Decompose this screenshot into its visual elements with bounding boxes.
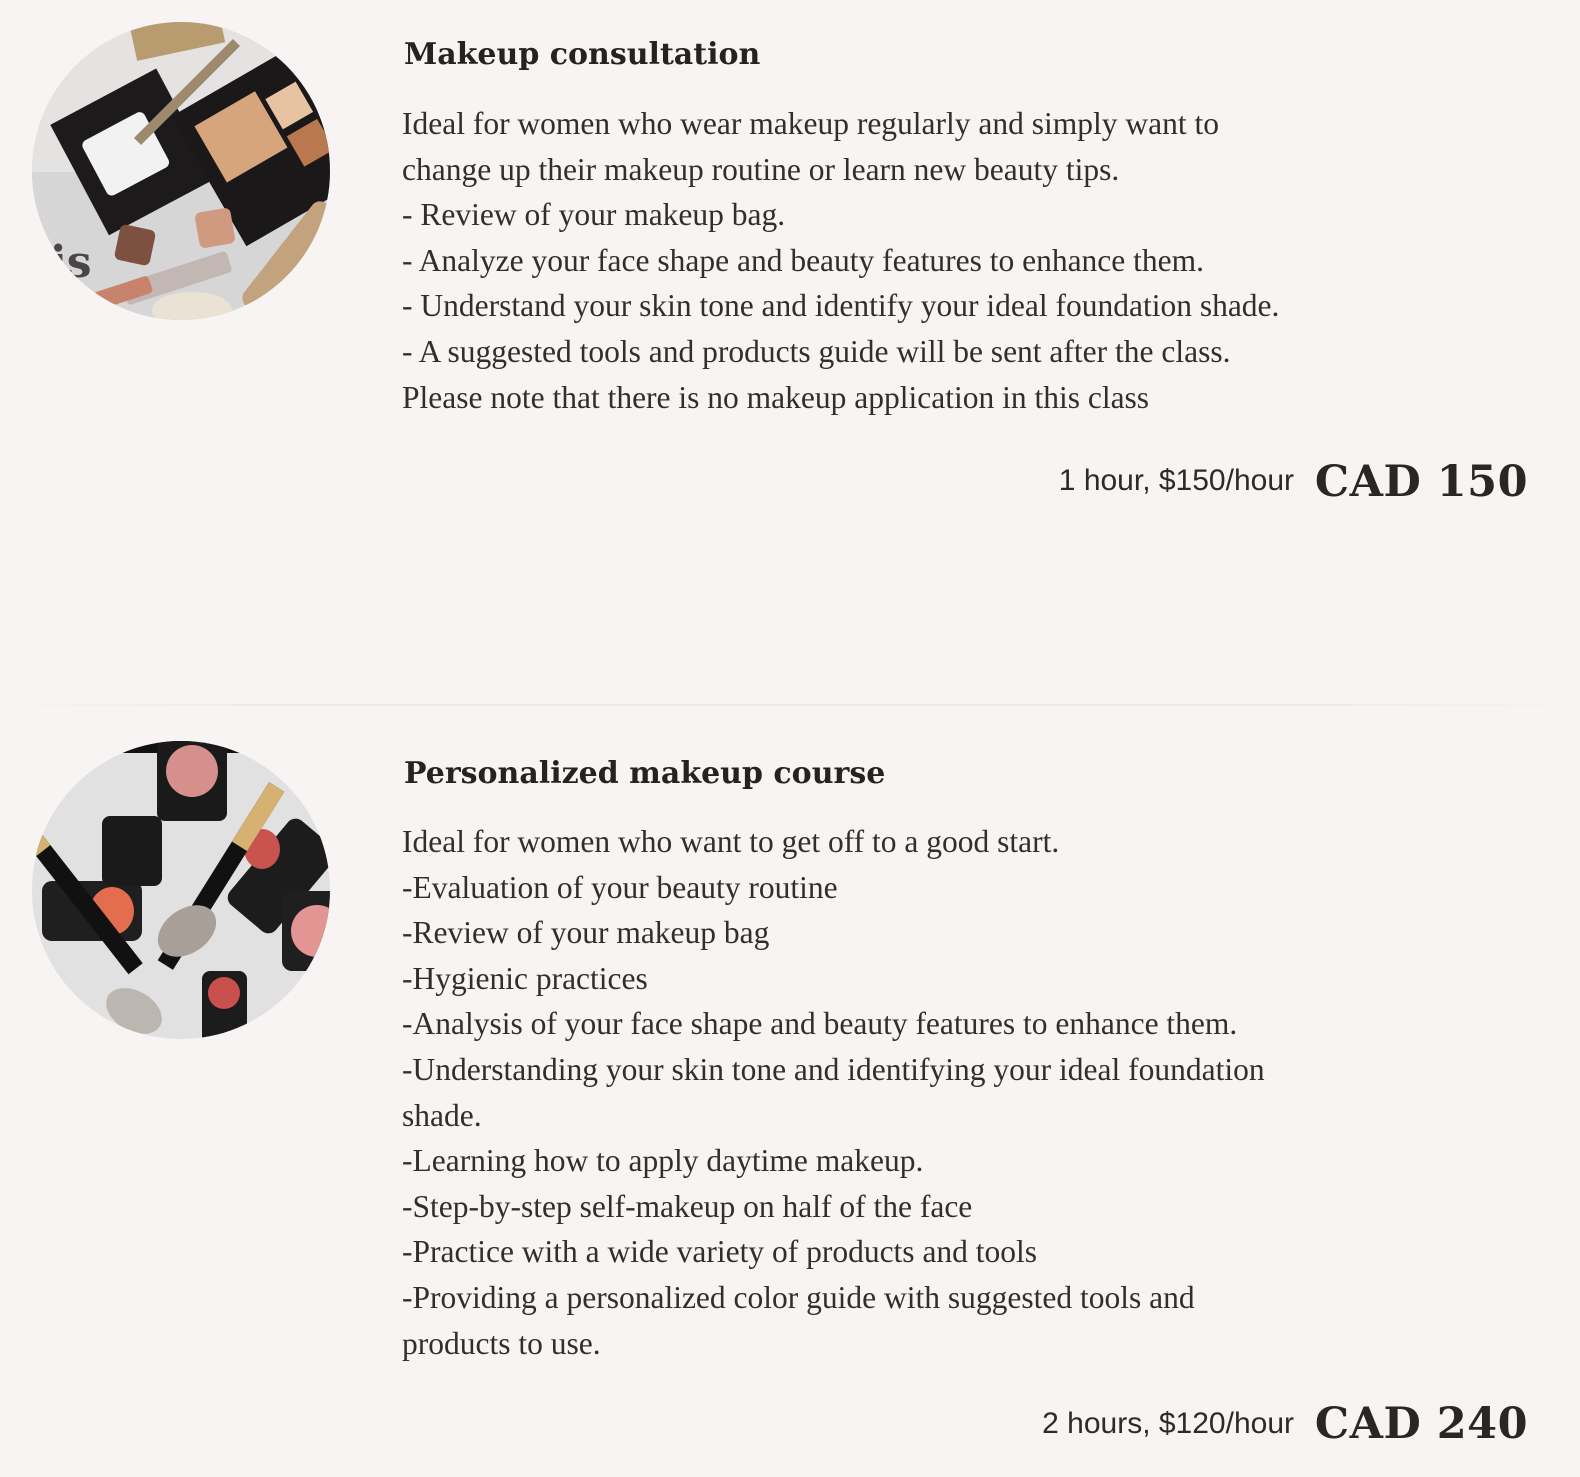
description-line: change up their makeup routine or learn new beauty tips. [402, 151, 1120, 187]
description-line: -Learning how to apply daytime makeup. [402, 1143, 924, 1179]
service-title: Makeup consultation [404, 37, 761, 72]
service-description [402, 101, 1412, 420]
service-duration: 1 hour, $150/hour [1058, 464, 1294, 497]
section-divider [0, 704, 1580, 706]
description-line: -Analysis of your face shape and beauty features to enhance them. [402, 1006, 1238, 1042]
description-line: products to use. [402, 1325, 601, 1361]
description-line: -Hygienic practices [402, 960, 648, 996]
description-line: - Understand your skin tone and identify your ideal foundation shade. [402, 288, 1280, 324]
description-line: - A suggested tools and products guide will be sent after the class. [402, 333, 1231, 369]
description-line: Ideal for women who want to get off to a good start. [402, 824, 1060, 859]
description-line: shade. [402, 1097, 482, 1133]
description-line: - Review of your makeup bag. [402, 197, 786, 233]
description-line: -Evaluation of your beauty routine [402, 869, 838, 905]
service-description [402, 819, 1412, 1366]
svg-text:is: is [50, 237, 92, 288]
description-line: Please note that there is no makeup application in this class [402, 379, 1150, 415]
description-line: -Providing a personalized color guide with suggested tools and [402, 1279, 1195, 1315]
description-line: -Understanding your skin tone and identifying your ideal foundation [402, 1051, 1265, 1087]
description-line: -Step-by-step self-makeup on half of the face [402, 1188, 973, 1224]
service-duration: 2 hours, $120/hour [1042, 1407, 1294, 1440]
description-line: -Practice with a wide variety of products and tools [402, 1234, 1038, 1270]
description-line: -Review of your makeup bag [402, 915, 770, 951]
service-title: Personalized makeup course [404, 756, 886, 791]
description-line: - Analyze your face shape and beauty features to enhance them. [402, 242, 1205, 278]
description-line: Ideal for women who wear makeup regularly and simply want to [402, 106, 1220, 141]
makeup-palette-photo [32, 22, 330, 320]
service-price: CAD 150 [1314, 457, 1528, 507]
service-price: CAD 240 [1314, 1399, 1528, 1449]
makeup-brushes-photo [32, 741, 330, 1039]
